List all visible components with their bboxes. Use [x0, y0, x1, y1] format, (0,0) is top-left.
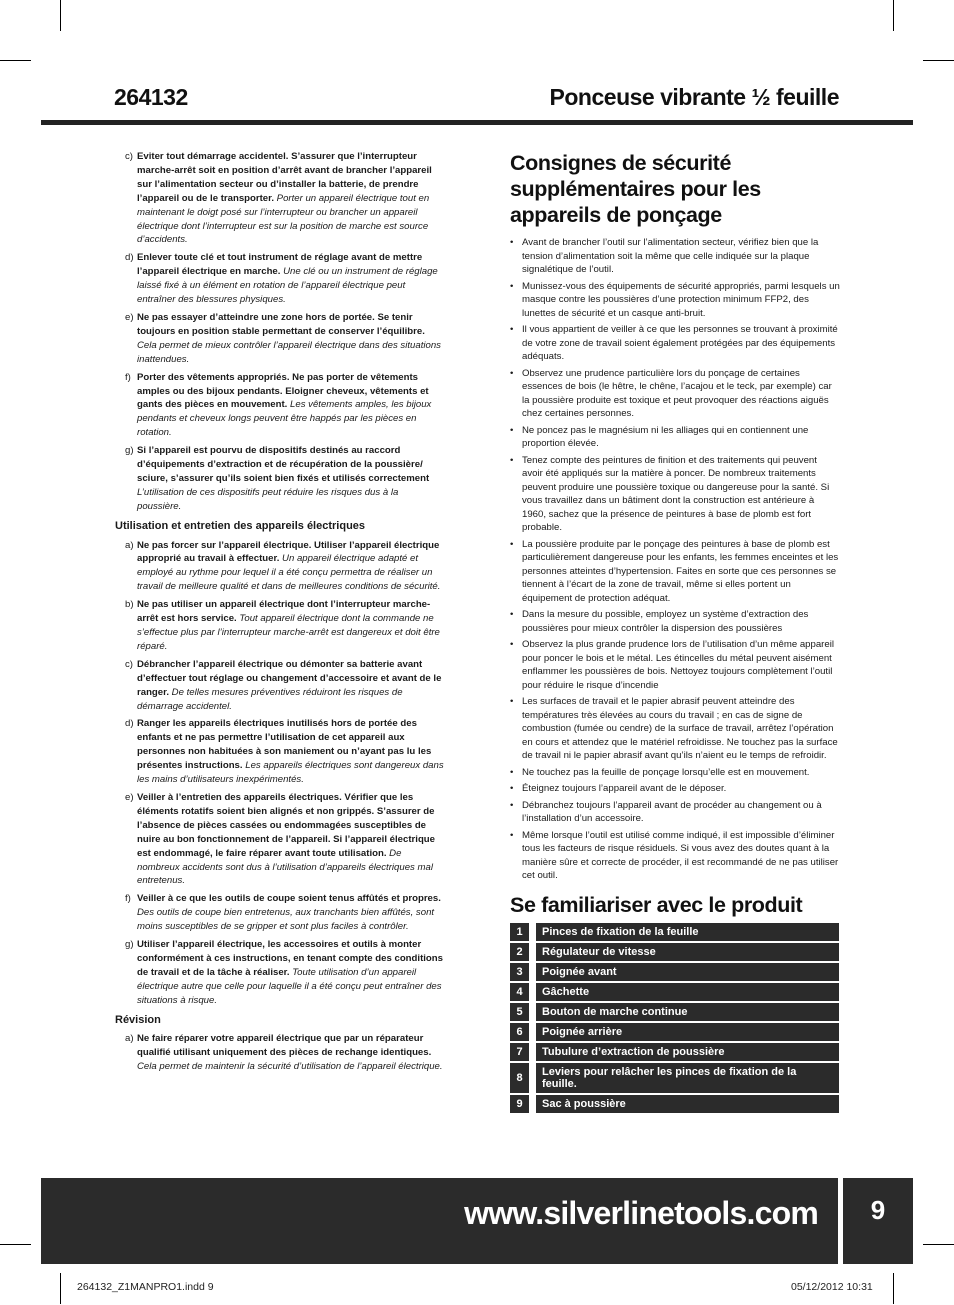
item-bold-text: Porter des vêtements appropriés. Ne pas porter de vêtements amples ou des bijoux pendants. Eloigner cheveux, vêtements et gants des pièces en mouvement.	[137, 371, 429, 411]
item-italic-text: Tout appareil électrique dont la commande ne s’effectue plus par l’interrupteur marche-arrêt est dangereux et doit être réparé.	[137, 613, 440, 652]
item-bold-text: Utiliser l’appareil électrique, les accessoires et outils à monter conformément à ces instructions, en tenant compte des conditions de travail et de la tâche à réaliser.	[137, 939, 443, 978]
item-label: f)	[125, 893, 131, 905]
crop-mark	[60, 1273, 61, 1304]
parts-row	[510, 1042, 839, 1062]
safety-bullet: • Avant de brancher l’outil sur l’alimentation secteur, vérifiez bien que la tension d’alimentation soit la même que celle indiquée sur la plaque signalétique de l’outil.	[510, 236, 840, 277]
item-label: b)	[125, 599, 134, 611]
crop-mark	[923, 1244, 954, 1245]
instruction-item	[112, 938, 444, 1008]
item-italic-text: Toute utilisation d’un appareil électrique autre que celle pour laquelle il a été conçu peut entraîner des situations à risque.	[137, 966, 442, 1006]
part-label: Pinces de fixation de la feuille	[533, 923, 840, 942]
part-label: Régulateur de vitesse	[533, 942, 840, 962]
item-bold-text: Eviter tout démarrage accidentel. S’assurer que l’interrupteur marche-arrêt soit en position d’arrêt avant de brancher l’appareil sur l’alimentation secteur ou d’installer la batterie, de prendre l’appareil ou de le transporter.	[137, 151, 432, 204]
instruction-item	[112, 791, 444, 888]
footer-bar	[41, 1178, 913, 1264]
left-column-instructions	[112, 150, 444, 1078]
item-bold-text: Veiller à l’entretien des appareils électriques. Vérifier que les éléments rotatifs soient bien alignés et non grippés. S’assurer de l’absence de pièces cassées ou endommagées susceptibles de nuire au bon fonctionnement de l’appareil. Si l’appareil électrique est endommagé, le faire réparer avant toute utilisation.	[137, 791, 435, 859]
page-number: 9	[870, 1195, 886, 1225]
part-label: Bouton de marche continue	[533, 1002, 840, 1022]
item-bold-text: Ne pas utiliser un appareil électrique dont l’interrupteur marche-arrêt est hors service.	[137, 599, 431, 625]
item-label: c)	[125, 151, 133, 162]
part-label: Poignée arrière	[533, 1022, 840, 1042]
safety-bullet: • Observez la plus grande prudence lors de l’utilisation d’un même appareil pour poncer le bois et le métal. Les étincelles du métal peuvent aisément enflammer les poussières de bois. Nettoyez toujours complètement l’outil pour réduire le risque d’incendie	[510, 638, 840, 692]
item-bold-text: Ne faire réparer votre appareil électrique que par un réparateur qualifié utilisant uniquement des pièces de rechange identiques.	[137, 1033, 432, 1059]
item-bold-text: Ne pas forcer sur l’appareil électrique. Utiliser l’appareil électrique approprié au travail à effectuer.	[137, 539, 440, 565]
instruction-item	[112, 598, 444, 654]
safety-bullet: • Ne poncez pas le magnésium ni les alliages qui en contiennent une proportion élevée.	[510, 424, 840, 451]
instruction-item	[112, 658, 444, 714]
part-number: 9	[510, 1094, 533, 1114]
crop-mark	[0, 1244, 31, 1245]
safety-bullet: • Les surfaces de travail et le papier abrasif peuvent atteindre des températures très élevées au cours du travail ; en cas de signe de combustion (fumée ou cendre) de la surface de travail, arrêtez l’opération en cours et attendez que le matériel refroidisse. Ne touchez pas la surface de travail ni le papier abrasif avant qu’ils n’aient eu le temps de refroidir.	[510, 695, 840, 763]
crop-mark	[893, 1273, 894, 1304]
item-italic-text: Une clé ou un instrument de réglage laissé fixé à un élément en rotation de l’appareil électrique peut entraîner des blessures physiques.	[137, 266, 438, 306]
safety-bullet-list	[510, 236, 840, 883]
instruction-item	[112, 539, 444, 595]
instruction-item	[112, 311, 444, 367]
safety-bullet: • Éteignez toujours l’appareil avant de le déposer.	[510, 782, 840, 796]
parts-row	[510, 962, 839, 982]
parts-row	[510, 1022, 839, 1042]
safety-heading: Consignes de sécurité supplémentaires pour les appareils de ponçage	[510, 151, 761, 227]
parts-row	[510, 942, 839, 962]
item-label: g)	[125, 939, 134, 951]
safety-bullet: • Observez une prudence particulière lors du ponçage de certaines essences de bois (le hêtre, le chêne, l’acajou et le teck, par exemple) car la poussière produite est toxique et peut provoquer des réactions aiguës chez certaines personnes.	[510, 367, 840, 421]
instruction-item	[112, 717, 444, 787]
safety-bullet: • Munissez-vous des équipements de sécurité appropriés, parmi lesquels un masque contre les poussières d’une protection minimum FFP2, des lunettes de sécurité et un casque anti-bruit.	[510, 280, 840, 321]
parts-row	[510, 982, 839, 1002]
item-italic-text: Cela permet de maintenir la sécurité d’utilisation de l’appareil électrique.	[137, 1061, 443, 1073]
parts-row	[510, 1094, 839, 1114]
item-label: g)	[125, 445, 134, 457]
item-label: d)	[125, 252, 134, 264]
instruction-item	[112, 892, 444, 934]
part-number: 4	[510, 982, 533, 1002]
item-italic-text: De nombreux accidents sont dus à l’utilisation d’appareils électriques mal entretenus.	[137, 847, 433, 887]
item-label: a)	[125, 1033, 134, 1045]
right-column	[510, 150, 840, 886]
crop-mark	[60, 0, 61, 31]
item-italic-text: Des outils de coupe bien entretenus, aux tranchants bien affûtés, sont moins susceptibles de se gripper et sont plus faciles à contrôler.	[137, 907, 435, 933]
item-italic-text: Un appareil électrique adapté et employé au rythme pour lequel il a été conçu permettra de réaliser un travail de meilleure qualité et dans de meilleures conditions de sécurité.	[137, 553, 441, 593]
model-number: 264132	[114, 84, 188, 110]
instruction-item	[112, 251, 444, 307]
item-bold-text: Ne pas essayer d’atteindre une zone hors de portée. Se tenir toujours en position stable permettant de conserver l’équilibre.	[137, 311, 425, 337]
part-number: 2	[510, 942, 533, 962]
safety-bullet: • Même lorsque l’outil est utilisé comme indiqué, il est impossible d’éliminer tous les facteurs de risque résiduels. Si vous avez des doutes quant à la manière sûre et correcte de procéder, il est recommandé de ne pas utiliser cet outil.	[510, 829, 840, 883]
item-italic-text: De telles mesures préventives réduiront les risques de démarrage accidentel.	[137, 686, 403, 712]
instruction-item	[112, 1032, 444, 1074]
instruction-item	[112, 444, 444, 514]
website-url[interactable]: www.silverlinetools.com	[464, 1195, 818, 1231]
item-label: f)	[125, 371, 131, 383]
parts-row	[510, 923, 839, 942]
header-rule	[41, 120, 913, 125]
item-label: a)	[125, 539, 134, 551]
safety-bullet: • La poussière produite par le ponçage des peintures à base de plomb est particulièrement dangereuse pour les enfants, les femmes enceintes et les personnes atteintes d’hypertension. Faites en sorte que ces personnes se tiennent à l’écart de la zone de travail, même si elles portent un équipement de protection adéquat.	[510, 538, 840, 606]
part-label: Leviers pour relâcher les pinces de fixation de la feuille.	[533, 1062, 840, 1094]
safety-bullet: • Dans la mesure du possible, employez un système d’extraction des poussières pour mieux contrôler la dispersion des poussières	[510, 608, 840, 635]
parts-table	[510, 923, 839, 1115]
section-heading: Révision	[115, 1013, 161, 1026]
crop-mark	[0, 60, 31, 61]
safety-bullet: • Tenez compte des peintures de finition et des traitements qui peuvent avoir été appliqués sur la matière à poncer. De nombreux traitements peuvent produire une poussière toxique ou dangereuse pour la santé. Si vous travaillez dans un bâtiment dont la construction est antérieure à 1960, sachez que la présence de peintures à base de plomb est fort probable.	[510, 454, 840, 535]
crop-mark	[893, 0, 894, 31]
slug-filename: 264132_Z1MANPRO1.indd 9	[77, 1281, 214, 1293]
part-number: 6	[510, 1022, 533, 1042]
item-italic-text: L’utilisation de ces dispositifs peut réduire les risques dus à la poussière.	[137, 486, 399, 512]
product-heading: Se familiariser avec le produit	[510, 893, 803, 917]
safety-bullet: • Débranchez toujours l’appareil avant de procéder au changement ou à l’installation d’un accessoire.	[510, 799, 840, 826]
part-label: Sac à poussière	[533, 1094, 840, 1114]
item-label: c)	[125, 658, 133, 670]
instruction-item	[112, 371, 444, 441]
part-label: Poignée avant	[533, 962, 840, 982]
section-heading: Utilisation et entretien des appareils électriques	[115, 519, 366, 532]
crop-mark	[923, 60, 954, 61]
item-label: d)	[125, 718, 134, 730]
item-bold-text: Si l’appareil est pourvu de dispositifs destinés au raccord d’équipements d’extraction et de récupération de la poussière/ sciure, s’assurer qu’ils soient bien fixés et utilisés correctement	[137, 445, 430, 484]
parts-row	[510, 1002, 839, 1022]
item-bold-text: Débrancher l’appareil électrique ou démonter sa batterie avant d’effectuer tout réglage ou changement d’accessoire et avant de le ranger.	[137, 658, 442, 698]
part-number: 3	[510, 962, 533, 982]
safety-bullet: • Il vous appartient de veiller à ce que les personnes se trouvant à proximité de votre zone de travail soient également protégées par des équipements adéquats.	[510, 323, 840, 364]
item-bold-text: Ranger les appareils électriques inutilisés hors de portée des enfants et ne pas permettre l’utilisation de cet appareil aux personnes non habituées à son maniement ou n’ayant pas lu les présentes instructions.	[137, 718, 432, 772]
safety-bullet: • Ne touchez pas la feuille de ponçage lorsqu’elle est en mouvement.	[510, 766, 840, 780]
part-number: 8	[510, 1062, 533, 1094]
part-label: Tubulure d’extraction de poussière	[533, 1042, 840, 1062]
part-number: 1	[510, 923, 533, 942]
part-label: Gâchette	[533, 982, 840, 1002]
item-italic-text: Porter un appareil électrique tout en maintenant le doigt posé sur l’interrupteur ou brancher un appareil électrique dont l’interrupteur est sur la position de marche est source d’accidents.	[137, 192, 430, 246]
part-number: 7	[510, 1042, 533, 1062]
item-italic-text: Les appareils électriques sont dangereux dans les mains d’utilisateurs inexpérimentés.	[137, 760, 444, 786]
parts-row	[510, 1062, 839, 1094]
item-label: e)	[125, 311, 134, 323]
item-bold-text: Enlever toute clé et tout instrument de réglage avant de mettre l’appareil électrique en marche.	[137, 252, 423, 278]
page-title: Ponceuse vibrante ½ feuille	[549, 84, 839, 110]
instruction-item	[112, 150, 444, 247]
part-number: 5	[510, 1002, 533, 1022]
item-italic-text: Cela permet de mieux contrôler l’appareil électrique dans des situations inattendues.	[137, 339, 441, 365]
item-label: e)	[125, 791, 134, 803]
slug-date: 05/12/2012 10:31	[791, 1281, 873, 1293]
item-italic-text: Les vêtements amples, les bijoux pendants et cheveux longs peuvent être happés par les pièces en rotation.	[137, 399, 432, 439]
item-bold-text: Veiller à ce que les outils de coupe soient tenus affûtés et propres.	[137, 893, 441, 905]
